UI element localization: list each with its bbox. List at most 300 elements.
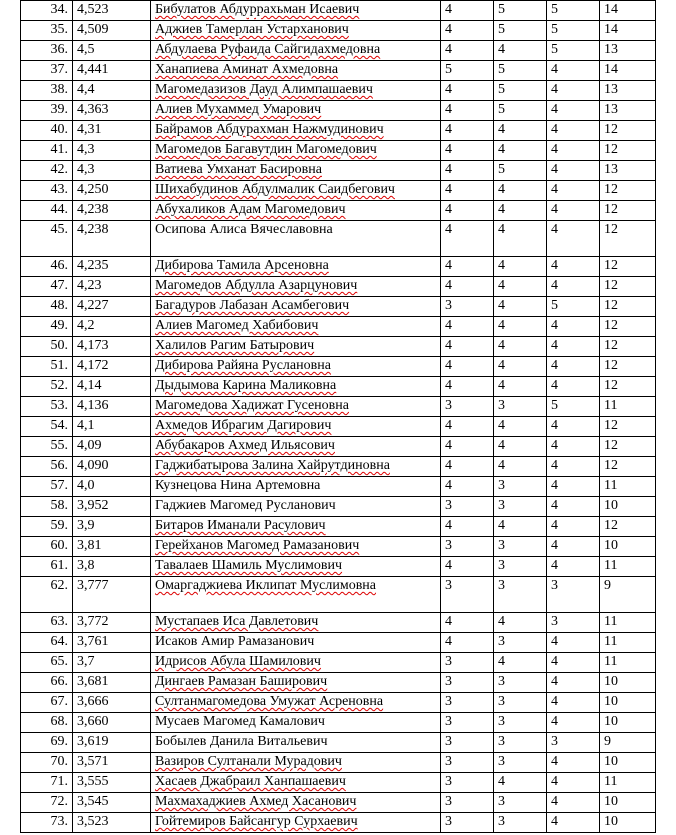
total-score bbox=[600, 713, 656, 733]
grade-2 bbox=[494, 653, 547, 673]
average-score bbox=[73, 161, 151, 181]
total-score-text: 9 bbox=[604, 578, 611, 593]
average-score-text: 4,136 bbox=[77, 398, 109, 413]
grade-3 bbox=[547, 557, 600, 577]
student-name bbox=[151, 257, 441, 277]
student-name-text: Вазиров Султанали Мурадович bbox=[155, 754, 342, 769]
grade-1-text: 4 bbox=[445, 82, 452, 97]
row-number bbox=[21, 793, 73, 813]
grade-2-text: 4 bbox=[498, 774, 505, 789]
average-score bbox=[73, 257, 151, 277]
grade-1-text: 3 bbox=[445, 398, 452, 413]
average-score-text: 4,23 bbox=[77, 278, 102, 293]
average-score-text: 4,227 bbox=[77, 298, 109, 313]
student-name-text: Ахмедов Ибрагим Дагирович bbox=[155, 418, 332, 433]
grade-1-text: 4 bbox=[445, 22, 452, 37]
row-number-text: 40. bbox=[50, 122, 68, 137]
row-number bbox=[21, 21, 73, 41]
average-score-text: 3,777 bbox=[77, 578, 109, 593]
grade-1 bbox=[441, 437, 494, 457]
grade-2-text: 4 bbox=[498, 458, 505, 473]
student-name-text: Дингаев Рамазан Баширович bbox=[155, 674, 328, 689]
total-score bbox=[600, 21, 656, 41]
student-name-text: Магомедов Абдулла Азарцунович bbox=[155, 278, 358, 293]
average-score-text: 4,1 bbox=[77, 418, 95, 433]
total-score bbox=[600, 773, 656, 793]
row-number bbox=[21, 457, 73, 477]
grade-2 bbox=[494, 317, 547, 337]
student-name-text: Идрисов Абула Шамилович bbox=[155, 654, 321, 669]
grade-2-text: 4 bbox=[498, 418, 505, 433]
grade-1 bbox=[441, 813, 494, 833]
grade-1 bbox=[441, 397, 494, 417]
total-score bbox=[600, 61, 656, 81]
row-number-text: 52. bbox=[50, 378, 68, 393]
grade-2 bbox=[494, 277, 547, 297]
grade-3-text: 5 bbox=[551, 22, 558, 37]
grade-2 bbox=[494, 337, 547, 357]
grade-1 bbox=[441, 61, 494, 81]
grade-3 bbox=[547, 733, 600, 753]
student-name bbox=[151, 221, 441, 257]
total-score bbox=[600, 201, 656, 221]
grade-2 bbox=[494, 1, 547, 21]
grade-3 bbox=[547, 517, 600, 537]
total-score-text: 11 bbox=[604, 558, 618, 573]
table-row bbox=[21, 437, 656, 457]
grade-2-text: 3 bbox=[498, 754, 505, 769]
student-name bbox=[151, 457, 441, 477]
student-name bbox=[151, 337, 441, 357]
grade-3 bbox=[547, 693, 600, 713]
grade-1 bbox=[441, 141, 494, 161]
row-number-text: 73. bbox=[50, 814, 68, 829]
total-score bbox=[600, 497, 656, 517]
grade-1-text: 4 bbox=[445, 122, 452, 137]
grade-1-text: 5 bbox=[445, 62, 452, 77]
table-row bbox=[21, 101, 656, 121]
student-name bbox=[151, 101, 441, 121]
grade-2 bbox=[494, 633, 547, 653]
grade-2 bbox=[494, 813, 547, 833]
average-score bbox=[73, 773, 151, 793]
grade-2-text: 4 bbox=[498, 338, 505, 353]
grade-3-text: 4 bbox=[551, 674, 558, 689]
grade-3 bbox=[547, 121, 600, 141]
student-name-text: Ханапиева Аминат Ахмедовна bbox=[155, 62, 339, 77]
row-number bbox=[21, 633, 73, 653]
grade-2 bbox=[494, 121, 547, 141]
student-name-text: Герейханов Магомед Рамазанович bbox=[155, 538, 360, 553]
student-name bbox=[151, 693, 441, 713]
average-score bbox=[73, 693, 151, 713]
grade-2-text: 4 bbox=[498, 122, 505, 137]
total-score bbox=[600, 141, 656, 161]
grade-2-text: 3 bbox=[498, 794, 505, 809]
grade-1-text: 4 bbox=[445, 202, 452, 217]
grade-2-text: 4 bbox=[498, 258, 505, 273]
table-row bbox=[21, 673, 656, 693]
total-score-text: 13 bbox=[604, 102, 618, 117]
table-row bbox=[21, 733, 656, 753]
student-name bbox=[151, 181, 441, 201]
row-number-text: 44. bbox=[50, 202, 68, 217]
grade-3-text: 4 bbox=[551, 162, 558, 177]
grade-2 bbox=[494, 517, 547, 537]
total-score bbox=[600, 753, 656, 773]
grade-1-text: 4 bbox=[445, 318, 452, 333]
average-score-text: 3,619 bbox=[77, 734, 109, 749]
table-row bbox=[21, 357, 656, 377]
grade-3-text: 4 bbox=[551, 378, 558, 393]
student-name bbox=[151, 417, 441, 437]
row-number-text: 45. bbox=[50, 222, 68, 237]
average-score bbox=[73, 457, 151, 477]
grade-1 bbox=[441, 277, 494, 297]
total-score-text: 10 bbox=[604, 794, 618, 809]
grade-3 bbox=[547, 337, 600, 357]
grade-3-text: 4 bbox=[551, 102, 558, 117]
grade-3-text: 4 bbox=[551, 694, 558, 709]
total-score bbox=[600, 297, 656, 317]
grade-2 bbox=[494, 21, 547, 41]
table-row bbox=[21, 181, 656, 201]
row-number-text: 48. bbox=[50, 298, 68, 313]
total-score bbox=[600, 81, 656, 101]
grade-1-text: 4 bbox=[445, 2, 452, 17]
table-row bbox=[21, 337, 656, 357]
average-score bbox=[73, 417, 151, 437]
grade-3-text: 4 bbox=[551, 438, 558, 453]
row-number bbox=[21, 417, 73, 437]
grade-1 bbox=[441, 417, 494, 437]
average-score-text: 3,952 bbox=[77, 498, 109, 513]
student-name bbox=[151, 81, 441, 101]
table-row bbox=[21, 397, 656, 417]
grade-1 bbox=[441, 613, 494, 633]
total-score-text: 12 bbox=[604, 278, 618, 293]
total-score-text: 10 bbox=[604, 814, 618, 829]
grade-1 bbox=[441, 733, 494, 753]
total-score-text: 12 bbox=[604, 318, 618, 333]
average-score-text: 4,441 bbox=[77, 62, 109, 77]
average-score bbox=[73, 101, 151, 121]
total-score-text: 12 bbox=[604, 358, 618, 373]
grade-1 bbox=[441, 497, 494, 517]
grade-1-text: 4 bbox=[445, 478, 452, 493]
average-score bbox=[73, 653, 151, 673]
grade-3-text: 4 bbox=[551, 122, 558, 137]
table-row bbox=[21, 1, 656, 21]
average-score-text: 4,3 bbox=[77, 162, 95, 177]
table-row bbox=[21, 277, 656, 297]
grade-1 bbox=[441, 713, 494, 733]
row-number-text: 71. bbox=[50, 774, 68, 789]
row-number-text: 57. bbox=[50, 478, 68, 493]
total-score-text: 9 bbox=[604, 734, 611, 749]
average-score bbox=[73, 713, 151, 733]
student-name-text: Битаров Иманали Расулович bbox=[155, 518, 326, 533]
grade-1 bbox=[441, 1, 494, 21]
student-name-text: Мусаев Магомед Камалович bbox=[155, 714, 325, 729]
grade-3 bbox=[547, 297, 600, 317]
row-number bbox=[21, 653, 73, 673]
row-number bbox=[21, 337, 73, 357]
grade-1 bbox=[441, 181, 494, 201]
grade-2-text: 4 bbox=[498, 358, 505, 373]
grade-2-text: 3 bbox=[498, 498, 505, 513]
student-name bbox=[151, 377, 441, 397]
grade-1 bbox=[441, 653, 494, 673]
total-score-text: 11 bbox=[604, 634, 618, 649]
grade-1-text: 4 bbox=[445, 182, 452, 197]
grade-2 bbox=[494, 693, 547, 713]
total-score bbox=[600, 121, 656, 141]
row-number-text: 70. bbox=[50, 754, 68, 769]
row-number bbox=[21, 317, 73, 337]
student-name-text: Султанмагомедова Умужат Асреновна bbox=[155, 694, 384, 709]
grade-3 bbox=[547, 101, 600, 121]
grade-2 bbox=[494, 417, 547, 437]
grade-2 bbox=[494, 141, 547, 161]
grade-2 bbox=[494, 181, 547, 201]
total-score bbox=[600, 377, 656, 397]
total-score bbox=[600, 693, 656, 713]
student-name-text: Магомедова Хадижат Гусеновна bbox=[155, 398, 349, 413]
average-score bbox=[73, 437, 151, 457]
student-name bbox=[151, 201, 441, 221]
student-name-text: Абухаликов Адам Магомедович bbox=[155, 202, 346, 217]
grade-2-text: 4 bbox=[498, 378, 505, 393]
grade-3 bbox=[547, 653, 600, 673]
grade-1 bbox=[441, 81, 494, 101]
grade-1-text: 4 bbox=[445, 162, 452, 177]
student-name bbox=[151, 633, 441, 653]
row-number-text: 46. bbox=[50, 258, 68, 273]
grade-3 bbox=[547, 753, 600, 773]
average-score-text: 4,250 bbox=[77, 182, 109, 197]
grade-1-text: 4 bbox=[445, 418, 452, 433]
grade-1-text: 3 bbox=[445, 578, 452, 593]
grade-2-text: 4 bbox=[498, 298, 505, 313]
student-name bbox=[151, 753, 441, 773]
table-row bbox=[21, 753, 656, 773]
row-number bbox=[21, 773, 73, 793]
grade-2 bbox=[494, 61, 547, 81]
grade-1 bbox=[441, 377, 494, 397]
grade-1 bbox=[441, 161, 494, 181]
total-score bbox=[600, 317, 656, 337]
row-number-text: 66. bbox=[50, 674, 68, 689]
grade-2-text: 3 bbox=[498, 538, 505, 553]
total-score bbox=[600, 653, 656, 673]
total-score-text: 11 bbox=[604, 398, 618, 413]
grade-2-text: 5 bbox=[498, 2, 505, 17]
average-score-text: 3,772 bbox=[77, 614, 109, 629]
row-number-text: 39. bbox=[50, 102, 68, 117]
grade-1 bbox=[441, 317, 494, 337]
student-name-text: Бобылев Данила Витальевич bbox=[155, 734, 328, 749]
grade-3 bbox=[547, 613, 600, 633]
grade-3-text: 4 bbox=[551, 518, 558, 533]
average-score bbox=[73, 277, 151, 297]
grade-1 bbox=[441, 633, 494, 653]
row-number bbox=[21, 181, 73, 201]
student-name-text: Абдулаева Руфаида Сайгидахмедовна bbox=[155, 42, 381, 57]
grade-3 bbox=[547, 417, 600, 437]
grade-3 bbox=[547, 497, 600, 517]
total-score bbox=[600, 577, 656, 613]
grade-1 bbox=[441, 693, 494, 713]
grade-2 bbox=[494, 41, 547, 61]
total-score bbox=[600, 457, 656, 477]
row-number-text: 68. bbox=[50, 714, 68, 729]
student-name-text: Хасаев Джабраил Ханпашаевич bbox=[155, 774, 346, 789]
average-score-text: 4,4 bbox=[77, 82, 95, 97]
grade-1-text: 3 bbox=[445, 754, 452, 769]
grade-1-text: 3 bbox=[445, 538, 452, 553]
grade-3-text: 4 bbox=[551, 222, 558, 237]
grade-2-text: 4 bbox=[498, 318, 505, 333]
grade-3-text: 4 bbox=[551, 794, 558, 809]
row-number bbox=[21, 121, 73, 141]
grade-1 bbox=[441, 101, 494, 121]
table-row bbox=[21, 377, 656, 397]
average-score-text: 4,238 bbox=[77, 222, 109, 237]
table-row bbox=[21, 21, 656, 41]
grade-2 bbox=[494, 773, 547, 793]
row-number bbox=[21, 517, 73, 537]
student-name-text: Магомедов Багавутдин Магомедович bbox=[155, 142, 377, 157]
total-score-text: 13 bbox=[604, 162, 618, 177]
grade-3-text: 5 bbox=[551, 2, 558, 17]
total-score-text: 12 bbox=[604, 258, 618, 273]
grade-3 bbox=[547, 161, 600, 181]
grade-2-text: 5 bbox=[498, 62, 505, 77]
table-row bbox=[21, 417, 656, 437]
row-number-text: 47. bbox=[50, 278, 68, 293]
row-number bbox=[21, 693, 73, 713]
student-name bbox=[151, 121, 441, 141]
grade-1-text: 4 bbox=[445, 518, 452, 533]
average-score-text: 4,14 bbox=[77, 378, 102, 393]
grade-1-text: 3 bbox=[445, 734, 452, 749]
grade-3-text: 5 bbox=[551, 298, 558, 313]
student-name-text: Дибирова Райяна Руслановна bbox=[155, 358, 331, 373]
grade-2-text: 4 bbox=[498, 518, 505, 533]
total-score-text: 14 bbox=[604, 62, 618, 77]
grade-2 bbox=[494, 577, 547, 613]
average-score-text: 4,523 bbox=[77, 2, 109, 17]
grade-2-text: 4 bbox=[498, 182, 505, 197]
total-score-text: 13 bbox=[604, 82, 618, 97]
student-name bbox=[151, 21, 441, 41]
grade-3 bbox=[547, 317, 600, 337]
row-number-text: 67. bbox=[50, 694, 68, 709]
grade-3-text: 4 bbox=[551, 458, 558, 473]
student-name-text: Шихабудинов Абдулмалик Саидбегович bbox=[155, 182, 395, 197]
grade-3-text: 5 bbox=[551, 398, 558, 413]
row-number-text: 72. bbox=[50, 794, 68, 809]
average-score bbox=[73, 81, 151, 101]
total-score-text: 11 bbox=[604, 614, 618, 629]
grade-3 bbox=[547, 397, 600, 417]
table-row bbox=[21, 517, 656, 537]
total-score-text: 12 bbox=[604, 418, 618, 433]
grade-1-text: 4 bbox=[445, 614, 452, 629]
table-row bbox=[21, 813, 656, 833]
grade-3 bbox=[547, 1, 600, 21]
grade-1-text: 3 bbox=[445, 774, 452, 789]
table-row bbox=[21, 297, 656, 317]
grade-3 bbox=[547, 633, 600, 653]
grade-2-text: 3 bbox=[498, 578, 505, 593]
total-score bbox=[600, 633, 656, 653]
average-score bbox=[73, 201, 151, 221]
grade-3-text: 4 bbox=[551, 814, 558, 829]
table-row bbox=[21, 201, 656, 221]
grade-3-text: 4 bbox=[551, 558, 558, 573]
row-number bbox=[21, 557, 73, 577]
total-score bbox=[600, 417, 656, 437]
row-number-text: 69. bbox=[50, 734, 68, 749]
row-number-text: 43. bbox=[50, 182, 68, 197]
grade-1 bbox=[441, 673, 494, 693]
student-name bbox=[151, 397, 441, 417]
table-row bbox=[21, 613, 656, 633]
average-score-text: 4,0 bbox=[77, 478, 95, 493]
average-score-text: 4,509 bbox=[77, 22, 109, 37]
grade-3 bbox=[547, 793, 600, 813]
table-row bbox=[21, 633, 656, 653]
row-number bbox=[21, 297, 73, 317]
total-score bbox=[600, 557, 656, 577]
grade-3-text: 3 bbox=[551, 734, 558, 749]
student-name bbox=[151, 437, 441, 457]
student-name bbox=[151, 653, 441, 673]
grade-2-text: 3 bbox=[498, 398, 505, 413]
row-number-text: 51. bbox=[50, 358, 68, 373]
grade-1-text: 4 bbox=[445, 258, 452, 273]
student-name bbox=[151, 733, 441, 753]
total-score-text: 10 bbox=[604, 498, 618, 513]
grade-3 bbox=[547, 81, 600, 101]
student-name bbox=[151, 477, 441, 497]
row-number-text: 63. bbox=[50, 614, 68, 629]
student-name bbox=[151, 297, 441, 317]
row-number bbox=[21, 161, 73, 181]
grade-3-text: 5 bbox=[551, 42, 558, 57]
row-number-text: 56. bbox=[50, 458, 68, 473]
row-number bbox=[21, 201, 73, 221]
average-score bbox=[73, 397, 151, 417]
grade-1 bbox=[441, 477, 494, 497]
grade-3 bbox=[547, 181, 600, 201]
grade-3-text: 4 bbox=[551, 338, 558, 353]
grade-1 bbox=[441, 773, 494, 793]
grade-2-text: 4 bbox=[498, 142, 505, 157]
grade-2 bbox=[494, 221, 547, 257]
student-name-text: Гойтемиров Байсангур Сурхаевич bbox=[155, 814, 358, 829]
grade-3 bbox=[547, 477, 600, 497]
student-name-text: Бибулатов Абдуррахьман Исаевич bbox=[155, 2, 360, 17]
table-row bbox=[21, 577, 656, 613]
total-score bbox=[600, 673, 656, 693]
grade-1-text: 4 bbox=[445, 438, 452, 453]
grade-1-text: 3 bbox=[445, 654, 452, 669]
total-score-text: 12 bbox=[604, 438, 618, 453]
student-name-text: Аджиев Тамерлан Устарханович bbox=[155, 22, 349, 37]
